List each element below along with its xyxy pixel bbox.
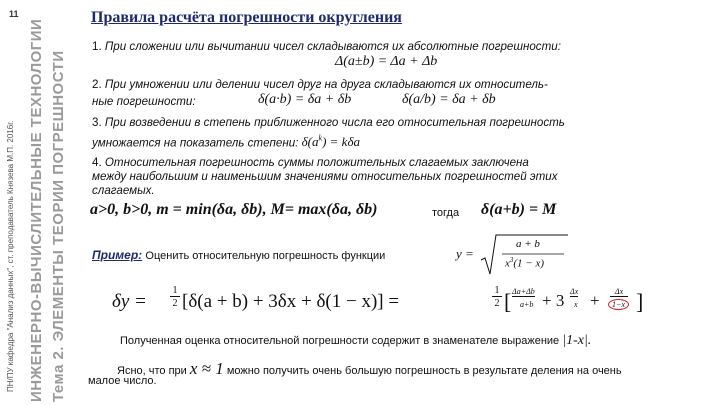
rule-3-text-b: умножается на показатель степени: <box>92 136 299 150</box>
eq-f3-num: Δx <box>610 287 628 297</box>
sidebar-course-title: ИНЖЕНЕРНО-ВЫЧИСЛИТЕЛЬНЫЕ ТЕХНОЛОГИИ <box>28 18 45 402</box>
rule-1 <box>92 40 561 54</box>
error-equation <box>112 285 672 321</box>
rule-1-number: 1. <box>92 40 102 53</box>
rule-2-text-b: ные погрешности: <box>92 95 196 108</box>
rule-3-text-a: При возведении в степень приближенного числа его относительная погрешность <box>104 116 565 129</box>
slide-title: Правила расчёта погрешности округления <box>91 9 402 26</box>
example-function <box>456 232 566 278</box>
rule-4-text-b: между наибольшим и наименьшим значениями относительных погрешностей этих <box>92 170 558 183</box>
example-numerator: a + b <box>516 238 540 250</box>
eq-bracket-close: ] <box>636 289 644 314</box>
conclusion-line-3: малое число. <box>88 375 157 387</box>
eq-f2-den: x <box>574 300 578 309</box>
example-label: Пример: <box>92 248 143 262</box>
rule-3-line-b <box>92 132 360 150</box>
rule-4-number: 4. <box>92 156 102 169</box>
eq-f2-num: Δx <box>570 287 579 296</box>
rule-2 <box>92 78 548 92</box>
rule-2-number: 2. <box>92 78 102 91</box>
rule-3-formula: $\delta(a^k) = k\delta a$ <box>301 134 360 150</box>
rule-4-text-a: Относительная погрешность суммы положительных слагаемых заключена <box>104 156 529 169</box>
rule-4 <box>92 156 529 170</box>
conclusion-line-1 <box>120 333 591 349</box>
eq-bracket-open: [ <box>504 289 512 314</box>
conclusion-line-2 <box>117 359 622 379</box>
eq-half-den: 2 <box>172 298 178 309</box>
eq-lhs: δy = <box>112 291 147 312</box>
example-denominator: $x^3(1 - x)$ <box>505 256 545 270</box>
eq-plus-3: + 3 <box>542 291 565 310</box>
rule-3 <box>92 116 565 130</box>
condition-result: δ(a+b) = M <box>481 201 557 218</box>
rule-3-number: 3. <box>92 116 102 129</box>
conclusion-text: Полученная оценка относительной погрешности содержит в знаменателе выражение <box>120 335 560 347</box>
example-y: y = <box>456 246 474 261</box>
rule-1-text: При сложении или вычитании чисел складываются их абсолютные погрешности: <box>104 40 561 53</box>
condition-formula: a>0, b>0, m = min(δa, δb), M= max(δa, δb) <box>90 201 378 218</box>
example-task: Оценить относительную погрешность функции <box>145 250 386 262</box>
eq-middle: [δ(a + b) + 3δx + δ(1 − x)] = <box>182 291 400 312</box>
condition-then: тогда <box>432 207 460 219</box>
slide-number: 11 <box>9 9 19 19</box>
rule-1-formula: Δ(a±b) = Δa + Δb <box>335 54 438 69</box>
sidebar-credit: ПН/ПУ кафедра "Анализ данных", ст. преподаватель Князева М.П. 2016г. <box>6 120 15 392</box>
eq-f3-den-circled: 1−x <box>608 299 629 310</box>
sidebar-topic: Тема 2. ЭЛЕМЕНТЫ ТЕОРИИ ПОГРЕШНОСТИ <box>50 50 67 402</box>
conclusion-line2-a: Ясно, что при <box>117 365 187 377</box>
eq-f1-den: a+b <box>520 300 534 309</box>
rule-2-text-a: При умножении или делении чисел друг на друга складываются их относитель- <box>104 78 548 91</box>
rule-2-formula-b: δ(a/b) = δa + δb <box>402 92 496 107</box>
conclusion-approx: x ≈ 1 <box>189 359 224 378</box>
sidebar <box>0 0 80 405</box>
rule-2-line-b <box>92 95 196 109</box>
eq-half-num: 1 <box>170 285 180 297</box>
eq-half2-den: 2 <box>494 298 500 309</box>
rule-4-text-c: слагаемых. <box>92 184 155 197</box>
rule-2-formula-a: δ(a·b) = δa + δb <box>258 92 352 107</box>
conclusion-line2-b: можно получить очень большую погрешность в результате деления на очень <box>226 365 622 377</box>
conclusion-expr: |1-x|. <box>562 333 592 348</box>
eq-plus: + <box>590 291 600 310</box>
example-row <box>92 248 385 263</box>
eq-half2-num: 1 <box>492 285 502 297</box>
eq-f1-num: Δa+Δb <box>512 287 535 296</box>
